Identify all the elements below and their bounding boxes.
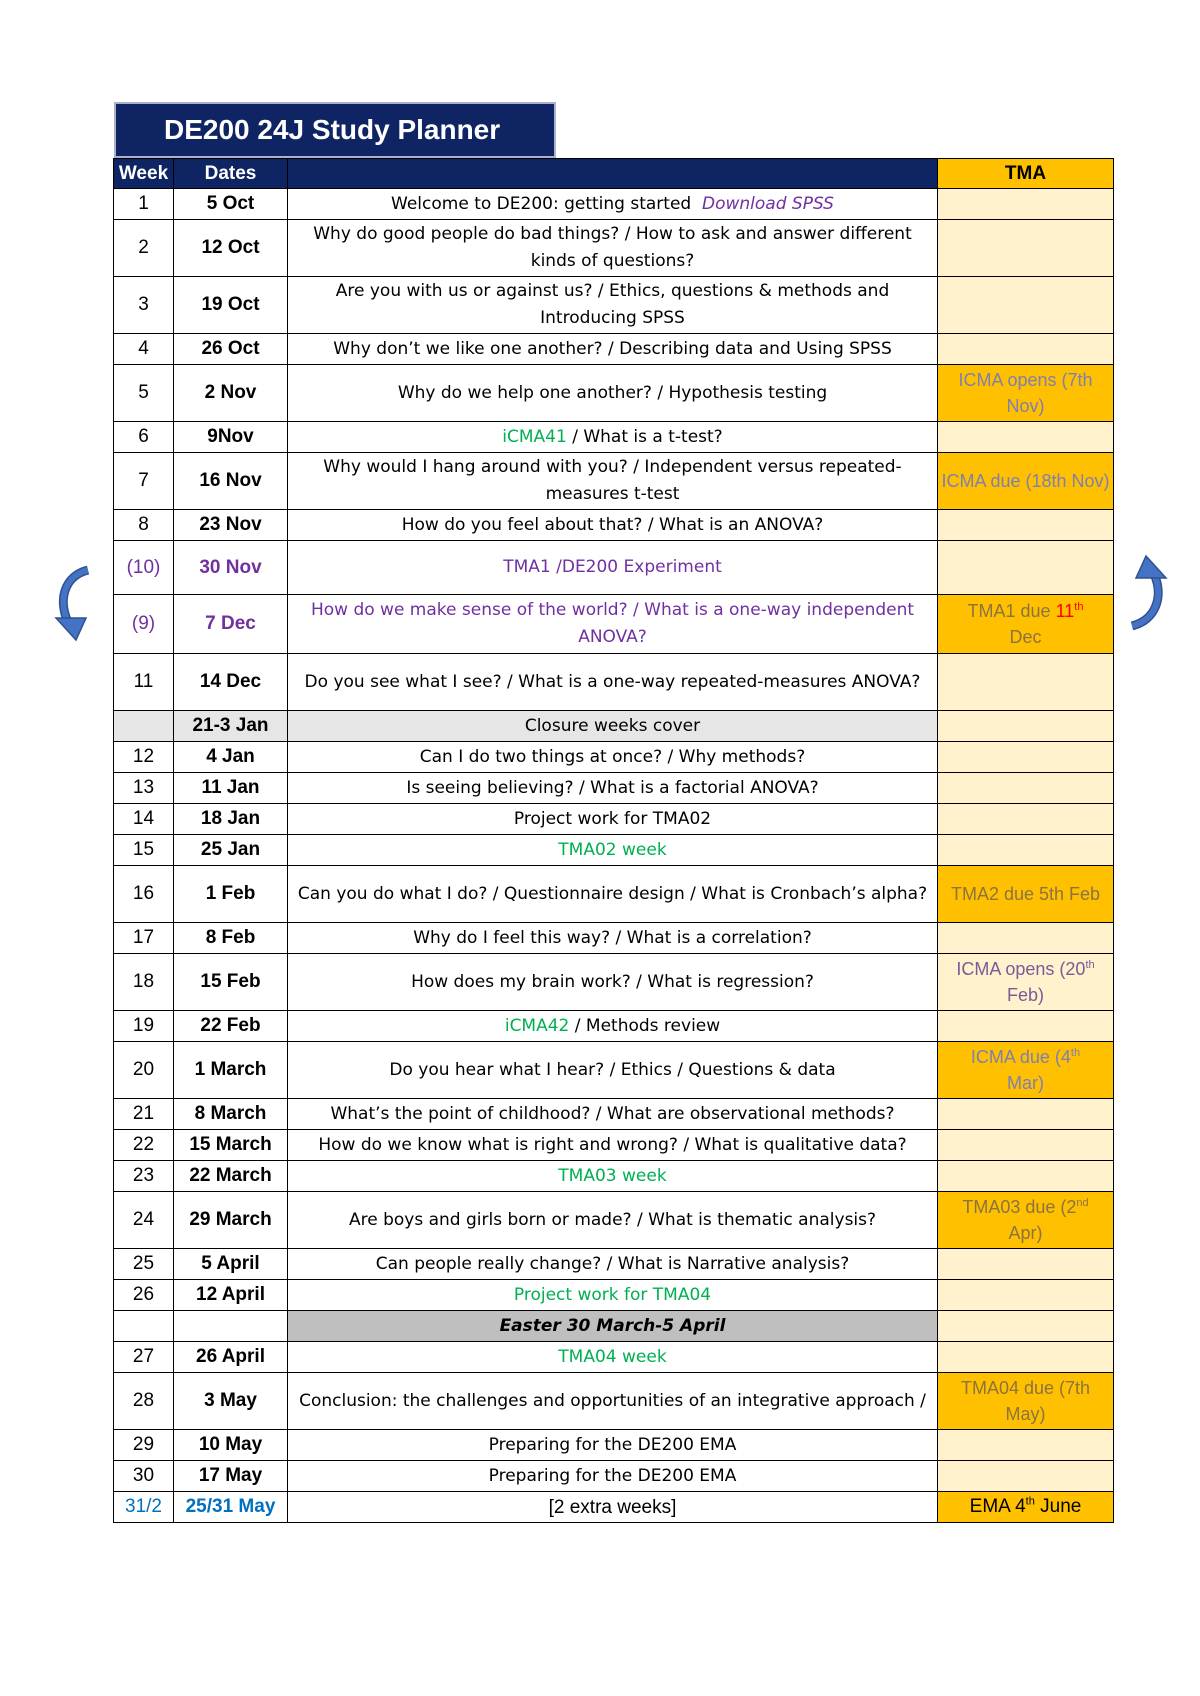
table-row (114, 1492, 1114, 1523)
topic-cell: Do you hear what I hear? / Ethics / Questions & data (288, 1042, 938, 1099)
tma-cell (938, 835, 1114, 866)
tma-cell: ICMA due (18th Nov) (938, 453, 1114, 510)
tma-cell (938, 1280, 1114, 1311)
tma-month: Feb) (1006, 985, 1044, 1005)
date-cell: 15 Feb (174, 954, 288, 1011)
table-row (114, 1280, 1114, 1311)
topic-cell: How do we know what is right and wrong? / What is qualitative data? (288, 1130, 938, 1161)
table-row (114, 1042, 1114, 1099)
date-cell: 29 March (174, 1192, 288, 1249)
table-row (114, 923, 1114, 954)
table-row (114, 277, 1114, 334)
tma-cell (938, 277, 1114, 334)
week-cell: 13 (114, 773, 174, 804)
table-row (114, 1373, 1114, 1430)
week-cell: 17 (114, 923, 174, 954)
topic-cell: Project work for TMA04 (288, 1280, 938, 1311)
topic-cell: TMA03 week (288, 1161, 938, 1192)
download-spss-link[interactable]: Download SPSS (702, 193, 834, 214)
topic-cell (288, 1011, 938, 1042)
tma-cell (938, 1161, 1114, 1192)
curved-arrow-up-icon (1118, 552, 1168, 630)
tma-day: 11 (1055, 601, 1075, 621)
topic-cell: Why do we help one another? / Hypothesis testing (288, 365, 938, 422)
header-topic (288, 159, 938, 189)
table-row (114, 1249, 1114, 1280)
tma-cell (938, 804, 1114, 835)
topic-cell: Is seeing believing? / What is a factorial ANOVA? (288, 773, 938, 804)
table-row (114, 654, 1114, 711)
tma-text: TMA03 due (2 (962, 1197, 1077, 1217)
week-cell: 16 (114, 866, 174, 923)
table-row (114, 954, 1114, 1011)
topic-cell: Conclusion: the challenges and opportunities of an integrative approach / (288, 1373, 938, 1430)
week-cell: (9) (114, 595, 174, 654)
tma-cell (938, 923, 1114, 954)
topic-cell: How do you feel about that? / What is an ANOVA? (288, 510, 938, 541)
week-cell: 20 (114, 1042, 174, 1099)
week-cell: 12 (114, 742, 174, 773)
table-row (114, 1011, 1114, 1042)
date-cell: 4 Jan (174, 742, 288, 773)
date-cell: 8 March (174, 1099, 288, 1130)
topic-cell: Are boys and girls born or made? / What is thematic analysis? (288, 1192, 938, 1249)
week-cell: 2 (114, 220, 174, 277)
week-cell: 11 (114, 654, 174, 711)
tma-text: ICMA due (4 (970, 1047, 1071, 1067)
week-cell: 15 (114, 835, 174, 866)
week-cell: 1 (114, 189, 174, 220)
page-title: DE200 24J Study Planner (114, 102, 556, 158)
date-cell: 18 Jan (174, 804, 288, 835)
header-tma: TMA (938, 159, 1114, 189)
week-cell: 6 (114, 422, 174, 453)
topic-cell: TMA02 week (288, 835, 938, 866)
table-row (114, 189, 1114, 220)
tma-text: ICMA opens (20 (956, 959, 1086, 979)
tma-cell (938, 541, 1114, 595)
topic-cell (288, 422, 938, 453)
tma-cell (938, 422, 1114, 453)
date-cell: 2 Nov (174, 365, 288, 422)
date-cell: 16 Nov (174, 453, 288, 510)
tma-cell: TMA2 due 5th Feb (938, 866, 1114, 923)
date-cell: 30 Nov (174, 541, 288, 595)
topic-cell: How do we make sense of the world? / What is a one-way independent ANOVA? (288, 595, 938, 654)
week-cell: 29 (114, 1430, 174, 1461)
table-row (114, 1430, 1114, 1461)
tma-suffix: nd (1076, 1197, 1089, 1209)
tma-cell (938, 220, 1114, 277)
icma-label: iCMA41 (502, 426, 567, 447)
table-row (114, 510, 1114, 541)
week-cell: 28 (114, 1373, 174, 1430)
tma-cell (938, 334, 1114, 365)
curved-arrow-down-icon (54, 566, 104, 644)
tma-suffix: th (1085, 959, 1095, 971)
table-row (114, 1161, 1114, 1192)
tma-cell (938, 1042, 1114, 1099)
week-cell: 25 (114, 1249, 174, 1280)
date-cell: 12 Oct (174, 220, 288, 277)
week-cell: 5 (114, 365, 174, 422)
tma-month: Apr) (1008, 1223, 1043, 1243)
tma-cell (938, 954, 1114, 1011)
week-cell: 27 (114, 1342, 174, 1373)
date-cell: 11 Jan (174, 773, 288, 804)
tma-cell (938, 1192, 1114, 1249)
table-row (114, 422, 1114, 453)
date-cell: 19 Oct (174, 277, 288, 334)
topic-cell: [2 extra weeks] (288, 1492, 938, 1523)
tma-cell (938, 1430, 1114, 1461)
tma-cell (938, 742, 1114, 773)
table-row (114, 220, 1114, 277)
table-row (114, 773, 1114, 804)
table-row (114, 541, 1114, 595)
topic-cell: Can I do two things at once? / Why methods? (288, 742, 938, 773)
date-cell: 22 March (174, 1161, 288, 1192)
tma-cell (938, 510, 1114, 541)
table-row (114, 1130, 1114, 1161)
week-cell: 22 (114, 1130, 174, 1161)
week-cell (114, 711, 174, 742)
table-row (114, 453, 1114, 510)
week-cell: 30 (114, 1461, 174, 1492)
week-cell (114, 1311, 174, 1342)
date-cell: 26 Oct (174, 334, 288, 365)
table-row (114, 365, 1114, 422)
topic-cell: Easter 30 March-5 April (288, 1311, 938, 1342)
topic-cell: Why would I hang around with you? / Independent versus repeated-measures t-test (288, 453, 938, 510)
table-row (114, 866, 1114, 923)
table-row (114, 1099, 1114, 1130)
date-cell: 25 Jan (174, 835, 288, 866)
topic-cell: Preparing for the DE200 EMA (288, 1430, 938, 1461)
topic-cell: Do you see what I see? / What is a one-way repeated-measures ANOVA? (288, 654, 938, 711)
tma-cell (938, 1130, 1114, 1161)
week-cell: 7 (114, 453, 174, 510)
tma-text: TMA1 due (967, 601, 1056, 621)
week-cell: (10) (114, 541, 174, 595)
date-cell: 8 Feb (174, 923, 288, 954)
table-row (114, 1192, 1114, 1249)
topic-cell: Project work for TMA02 (288, 804, 938, 835)
topic-cell: How does my brain work? / What is regression? (288, 954, 938, 1011)
date-cell: 21-3 Jan (174, 711, 288, 742)
topic-cell: TMA04 week (288, 1342, 938, 1373)
topic-cell: Closure weeks cover (288, 711, 938, 742)
topic-cell: Preparing for the DE200 EMA (288, 1461, 938, 1492)
week-cell: 31/2 (114, 1492, 174, 1523)
date-cell: 10 May (174, 1430, 288, 1461)
table-row (114, 742, 1114, 773)
week-cell: 18 (114, 954, 174, 1011)
tma-cell (938, 1342, 1114, 1373)
week-cell: 4 (114, 334, 174, 365)
table-row (114, 1461, 1114, 1492)
table-row (114, 1311, 1114, 1342)
date-cell: 23 Nov (174, 510, 288, 541)
topic-cell: Why do good people do bad things? / How to ask and answer different kinds of questions? (288, 220, 938, 277)
week-cell: 24 (114, 1192, 174, 1249)
table-row (114, 1342, 1114, 1373)
tma-cell (938, 1099, 1114, 1130)
week-cell: 21 (114, 1099, 174, 1130)
date-cell: 5 Oct (174, 189, 288, 220)
tma-suffix: th (1074, 601, 1084, 613)
tma-cell (938, 711, 1114, 742)
header-row (114, 159, 1114, 189)
tma-cell: ICMA opens (7th Nov) (938, 365, 1114, 422)
topic-cell: Can people really change? / What is Narrative analysis? (288, 1249, 938, 1280)
date-cell: 17 May (174, 1461, 288, 1492)
date-cell: 1 Feb (174, 866, 288, 923)
study-planner-table (113, 158, 1114, 1523)
week-cell: 3 (114, 277, 174, 334)
table-row (114, 334, 1114, 365)
tma-month: Mar) (1007, 1073, 1044, 1093)
tma-cell (938, 1249, 1114, 1280)
topic-cell (288, 189, 938, 220)
date-cell: 25/31 May (174, 1492, 288, 1523)
tma-cell (938, 773, 1114, 804)
tma-cell (938, 654, 1114, 711)
topic-cell: Why do I feel this way? / What is a correlation? (288, 923, 938, 954)
topic-text: / Methods review (569, 1015, 721, 1036)
topic-cell: TMA1 /DE200 Experiment (288, 541, 938, 595)
week-cell: 14 (114, 804, 174, 835)
tma-suffix: th (1070, 1047, 1081, 1059)
date-cell: 26 April (174, 1342, 288, 1373)
date-cell: 7 Dec (174, 595, 288, 654)
week-cell: 26 (114, 1280, 174, 1311)
tma-cell (938, 1311, 1114, 1342)
header-week: Week (114, 159, 174, 189)
topic-text: / What is a t-test? (566, 426, 723, 447)
date-cell: 5 April (174, 1249, 288, 1280)
icma-label: iCMA42 (504, 1015, 570, 1036)
topic-cell: Can you do what I do? / Questionnaire design / What is Cronbach’s alpha? (288, 866, 938, 923)
topic-cell: Why don’t we like one another? / Describing data and Using SPSS (288, 334, 938, 365)
topic-cell: What’s the point of childhood? / What are observational methods? (288, 1099, 938, 1130)
date-cell: 14 Dec (174, 654, 288, 711)
tma-cell (938, 595, 1114, 654)
date-cell: 15 March (174, 1130, 288, 1161)
tma-cell: TMA04 due (7th May) (938, 1373, 1114, 1430)
tma-text: EMA 4 (969, 1496, 1026, 1517)
topic-cell: Are you with us or against us? / Ethics, questions & methods and Introducing SPSS (288, 277, 938, 334)
tma-cell (938, 1492, 1114, 1523)
tma-suffix: th (1025, 1495, 1035, 1508)
week-cell: 8 (114, 510, 174, 541)
tma-cell (938, 189, 1114, 220)
date-cell: 9Nov (174, 422, 288, 453)
date-cell: 1 March (174, 1042, 288, 1099)
table-row (114, 835, 1114, 866)
date-cell (174, 1311, 288, 1342)
table-row (114, 804, 1114, 835)
table-row (114, 711, 1114, 742)
week-cell: 23 (114, 1161, 174, 1192)
tma-cell (938, 1461, 1114, 1492)
week-cell: 19 (114, 1011, 174, 1042)
date-cell: 12 April (174, 1280, 288, 1311)
header-dates: Dates (174, 159, 288, 189)
date-cell: 3 May (174, 1373, 288, 1430)
tma-month: June (1034, 1496, 1082, 1517)
topic-text: Welcome to DE200: getting started (391, 193, 692, 214)
table-row (114, 595, 1114, 654)
tma-month: Dec (1009, 627, 1042, 647)
tma-cell (938, 1011, 1114, 1042)
date-cell: 22 Feb (174, 1011, 288, 1042)
